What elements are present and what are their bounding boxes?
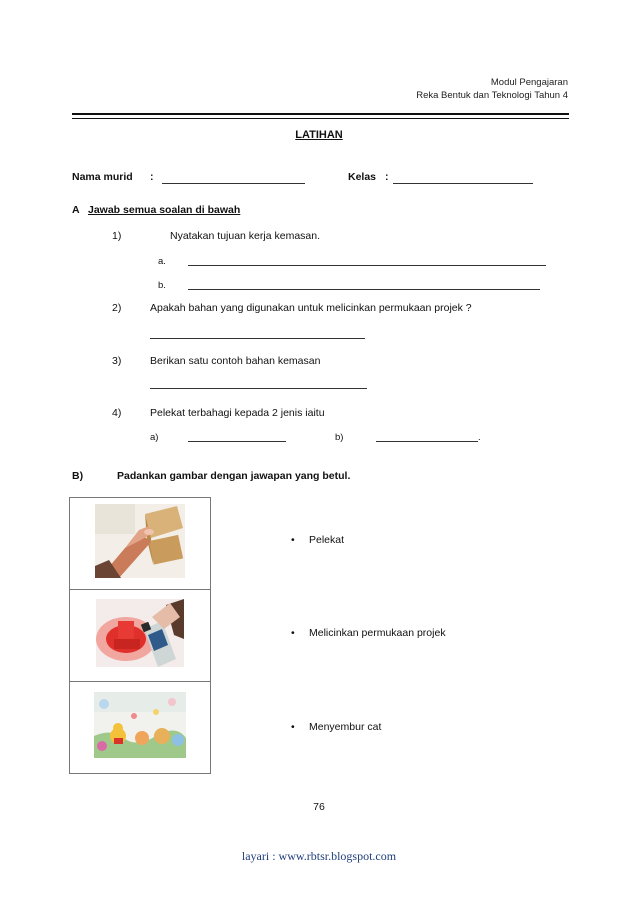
question-1b-label: b. [158,280,166,291]
question-4b-answer-line[interactable] [376,441,478,442]
bullet-icon: • [291,721,295,733]
header-module-title: Modul Pengajaran [490,77,568,88]
footer-link[interactable]: layari : www.rbtsr.blogspot.com [241,849,397,863]
answer-option-1 [291,534,344,546]
answer-option-3-text: Menyembur cat [309,721,382,733]
name-label: Nama murid [72,171,133,183]
class-label: Kelas [348,171,377,183]
question-2-number: 2) [112,302,122,314]
question-4a-answer-line[interactable] [188,441,286,442]
question-4-text: Pelekat terbahagi kepada 2 jenis iaitu [150,407,325,419]
picture-cell [70,498,211,590]
header-rule-thin [72,118,569,119]
picture-cell [70,682,211,774]
answer-option-3 [291,721,381,733]
answer-option-2 [291,627,446,639]
question-4-end-mark: . [478,432,481,443]
spray-paint-picture [96,599,184,667]
question-3-answer-line[interactable] [150,388,367,389]
matching-picture-table [69,497,211,774]
name-colon: : [150,171,154,183]
question-1a-label: a. [158,256,166,267]
table-row [70,590,211,682]
header-rule-thick [72,113,569,115]
question-1b-answer-line[interactable] [188,289,540,290]
name-field[interactable] [162,183,305,184]
question-2-text: Apakah bahan yang digunakan untuk melicinkan permukaan projek ? [150,302,472,314]
question-1a-answer-line[interactable] [188,265,546,266]
question-1-number: 1) [112,230,122,242]
section-a-letter: A [72,204,80,216]
bullet-icon: • [291,534,295,546]
page-title: LATIHAN [295,129,343,141]
question-2-answer-line[interactable] [150,338,365,339]
question-1-text: Nyatakan tujuan kerja kemasan. [170,230,320,242]
header-subject: Reka Bentuk dan Teknologi Tahun 4 [416,90,568,101]
class-field[interactable] [393,183,533,184]
question-4b-label: b) [335,432,344,443]
table-row [70,682,211,774]
section-b-letter: B) [72,470,84,482]
sticker-picture [94,692,186,758]
table-row [70,498,211,590]
sanding-wood-picture [95,504,185,578]
question-3-text: Berikan satu contoh bahan kemasan [150,355,321,367]
answer-option-2-text: Melicinkan permukaan projek [309,627,446,639]
page-number: 76 [313,801,325,813]
picture-cell [70,590,211,682]
class-colon: : [385,171,389,183]
section-b-heading: Padankan gambar dengan jawapan yang betul. [117,470,351,482]
question-3-number: 3) [112,355,122,367]
answer-option-1-text: Pelekat [309,534,345,546]
bullet-icon: • [291,627,295,639]
question-4a-label: a) [150,432,159,443]
section-a-heading: Jawab semua soalan di bawah [88,204,241,216]
question-4-number: 4) [112,407,122,419]
